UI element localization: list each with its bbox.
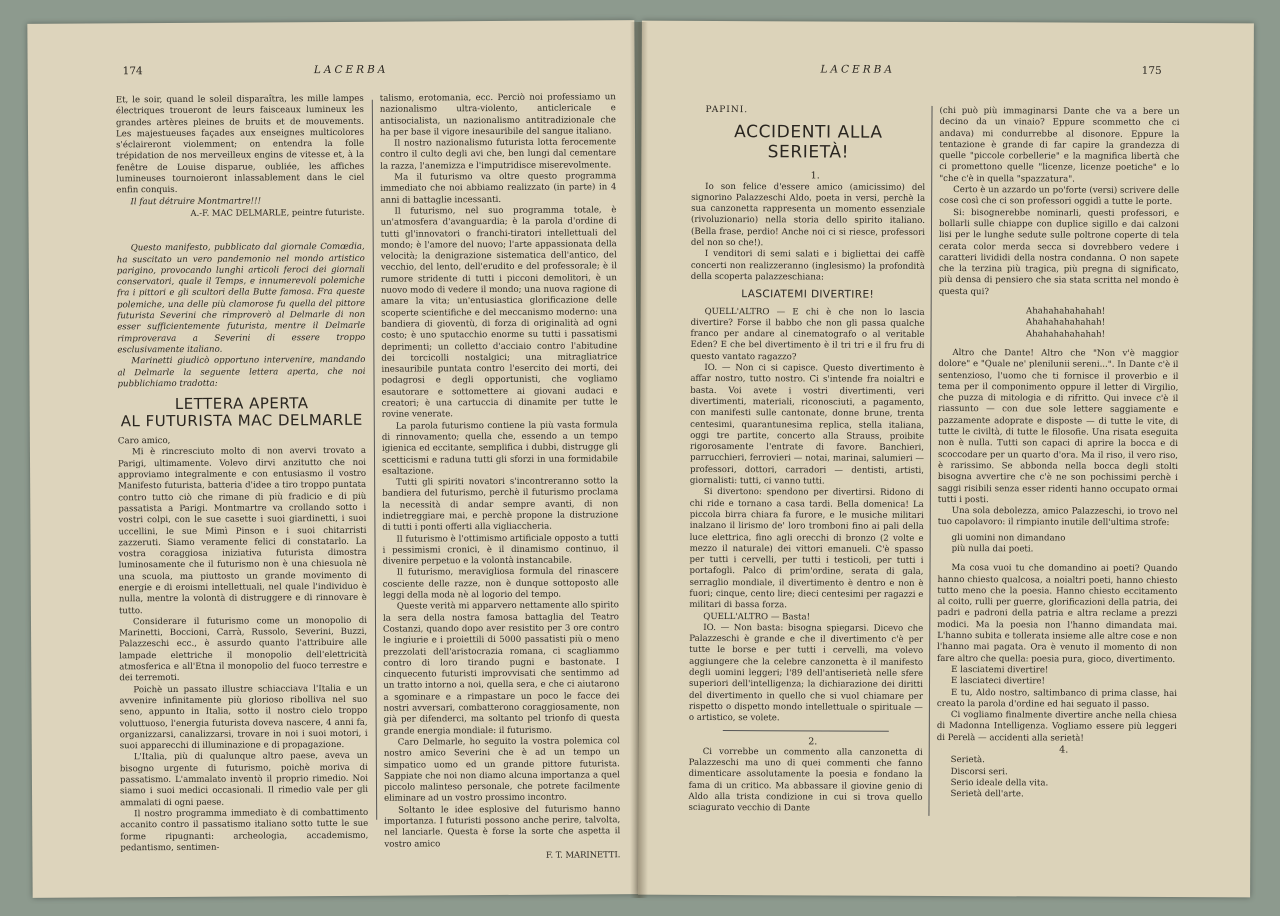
column-divider-left [372, 100, 377, 820]
paragraph: Mi è rincresciuto molto di non avervi trovato a Parigi, ultimamente. Volevo dirvi anzitutto che noi approviamo integralmente e con entusiasmo il vostro Manifesto futurista, batteria d'idee a tiro troppo puntata contro tutto ciò che rimane di più fradicio e di più passatista a Parigi. Montmartre va crollando sotto i vostri colpi, con le sue casette i suoi giardinetti, i suoi uccellini, le sue Mimì Pinson e i suoi chitarristi zazzeruti. Siamo veramente felici di constatarlo. La vostra coraggiosa iniziativa futurista dimostra luminosamente che il futurismo non è una chiesuola nè una scuola, ma piuttosto un grande movimento di energie e di eroismi intellettuali, nel quale l'individuo è nulla, mentre la volontà di distruggere e di rinnovare è tutto. [117, 446, 367, 616]
article-title: ACCIDENTI ALLA SERIETÀ! [734, 122, 883, 163]
paragraph: Io son felice d'essere amico (amicissimo) del signorino Palazzeschi Aldo, poeta in versi, perchè la sua canzonetta rappresenta un momento essenziale (rivoluzionario) nella storia dello spirito italiano. (Bella frase, perdio! Anche noi ci si riesce, professori del non so che!). [690, 181, 926, 249]
laugh-line: Ahahahahahahah! [1025, 317, 1106, 329]
letter-title [118, 395, 366, 431]
paragraph: IO. — Non ci si capisce. Questo divertimento è affar nostro, tutto nostro. Ci s'intende fra noialtri e basta. Voi avete i vostri divertimenti, veri divertimenti, materiali, riconosciuti, a pagamento, con manifesti sulle cantonate, donne brune, trenta centesimi, quarantunesima replica, stella italiana, oggi tre partite, concerto alla Strauss, proibite rigorosamente l'entrate di favore. Banchieri, parrucchieri, ferrovieri — notai, marinai, salumieri — professori, dottori, carradori — dentisti, artisti, giornalisti: tutti, ci vanno tutti. [689, 362, 925, 487]
right-column-2 [936, 106, 1179, 897]
right-page [638, 21, 1254, 898]
paragraph: Poichè un passato illustre schiacciava l'Italia e un avvenire infinitamente più glorioso ribolliva nel suo seno, appunto in Italia, sotto il nostro cielo troppo voluttuoso, l'energia futurista doveva nascere, 4 anni fa, organizzarsi, canalizzarsi, trovare in noi i suoi motori, i suoi apparecchi di illuminazione e di propagazione. [119, 683, 368, 752]
journal-title-left: LACERBA [313, 63, 389, 77]
paragraph: Et, le soir, quand le soleil disparaîtra, les mille lampes électriques troueront de leurs faisceaux lumineux les grandes artères pleines de bruits et de mouvements. Les majestueuses façades aux enseignes multicolores s'éclaireront violemment; on entendra la folle trépidation de nos merveilleux engins de vitesse et, à la fenêtre de Louise disparue, oubliée, les affiches lumineuses tournoieront inlassablement dans le ciel enfin conquis. [115, 93, 365, 196]
letter-title-line-2: AL FUTURISTA MAC DELMARLE [120, 410, 363, 431]
paragraph: Queste verità mi apparvero nettamente allo spirito la sera della nostra famosa battaglia del Teatro Costanzi, quando dopo aver resistito per 3 ore contro le ingiurie e i proiettili di 5000 passatisti più o meno prezzolati dell'aristocrazia romana, ci scagliammo contro di loro tirando pugni e bastonate. I cinquecento futuristi improvvisati che sentimmo ad un tratto intorno a noi, quella sera, e che ci aiutarono a sgominare e a rimpastare un poco le facce dei nostri avversari, combatterono coraggiosamente, non già per difenderci, ma soltanto pel trionfo di questa grande energia mondiale: il futurismo. [382, 600, 620, 737]
section-number-2: 2. [808, 735, 818, 747]
laugh-line: Ahahahahahahah! [1026, 306, 1106, 317]
column-divider-right [928, 106, 932, 816]
paragraph: F. T. MARINETTI. [545, 849, 621, 860]
journal-title-right: LACERBA [820, 63, 895, 76]
editorial-note [117, 242, 366, 390]
right-column-1 [688, 105, 925, 896]
paragraph: QUELL'ALTRO — Basta! [703, 611, 811, 622]
paragraph: IO. — Non basta: bisogna spiegarsi. Dicevo che Palazzeschi è grande e che il divertimento c'è per tutte le borse e per tutti i cervelli, ma volevo aggiungere che la celebre canzonetta è il manifesto degli uomini leggeri; l'89 dell'antiserietà nelle sfere superiori dell'intelligenza; la dichiarazione dei diritti del divertimento in quello che si vuol chiamare per rispetto o dispetto mondo intellettuale o spirituale — o artistico, se volete. [688, 622, 924, 724]
paragraph: A.-F. MAC DELMARLE, peintre futuriste. [190, 206, 365, 218]
running-head-left [28, 62, 635, 80]
page-number-right: 175 [1141, 64, 1162, 77]
paragraph: Una sola debolezza, amico Palazzeschi, io trovo nel tuo capolavoro: il rimpianto inutile dell'ultima strofe: [937, 506, 1178, 529]
paragraph: Si divertono: spendono per divertirsi. Ridono di chi ride e tornano a casa tardi. Bella domenica! La piccola birra chiara fa furore, e le musiche militari inalzano il lirismo de' loro tromboni fino ai pali della luce elettrica, fino agli orecchi di bronzo (2 volte e mezzo il naturale) dei vittori emanueli. C'è spasso per tutti i cervelli, per tutti i testicoli, per tutti i portafogli. Palco di prim'ordine, serata di gala, serraglio mondiale, il divertimento è dentro e non è fuori; cinque, cento lire; dieci centesimi per ragazzi e militari di bassa forza. [689, 487, 924, 611]
paragraph: Certo è un azzardo un po'forte (versi) scrivere delle cose così che ci son professori oggidì a tutte le porte. [939, 185, 1180, 208]
paragraph: Altro che Dante! Altro che "Non v'è maggior dolore" e "Quale ne' plenilunii sereni...". In Dante c'è il sentenzioso, l'uomo che ti fornisce il proverbio e il tema per il componimento oppure il letter di Virgilio, che puzza di mitologia e di rifritto. Qui invece c'è il riassunto — con due sole lettere saggiamente e pazzamente adoprate e disposte — di tutte le vite, di tutte le civiltà, di tutte le filosofie. Una risata eseguita non è nulla. Tutti son capaci di aprire la bocca e di scoccodare per un quarto d'ora. Ma il riso, il vero riso, è rarissimo. Se abbonda nella bocca degli stolti bisogna avvertire che c'è ne son pochissimi perchè i saggi risibili senza esser ridenti hanno occupato ormai tutti i posti. [937, 347, 1179, 505]
paragraph: Ma il futurismo va oltre questo programma immediato che noi abbiamo realizzato (in parte) in 4 anni di battaglie incessanti. [380, 171, 617, 206]
paragraph: talismo, erotomania, ecc. Perciò noi professiamo un nazionalismo ultra-violento, anticlericale e antisocialista, un nazionalismo antitradizionale che ha per base il vigore inesauribile del sangue italiano. [379, 92, 616, 138]
paragraph: I venditori di semi salati e i bigliettai dei caffè concerti non realizzeranno (inglesismo) la profondità della scoperta palazzeschiana: [690, 249, 925, 283]
paragraph: Tutti gli spiriti novatori s'incontreranno sotto la bandiera del futurismo, perchè il futurismo proclama la necessità di andar sempre avanti, di non indietreggiare mai, e perchè propone la distruzione di tutti i ponti offerti alla vigliaccheria. [382, 476, 619, 533]
quoted-strophe [938, 533, 1178, 557]
article-author: PAPINI. [705, 104, 749, 116]
left-page [27, 20, 639, 898]
paragraph: Il faut détruire Montmartre!!! [130, 196, 262, 207]
paragraph: Ci vogliamo finalmente divertire anche nella chiesa di Madonna Intelligenza. Vogliamo essere più leggeri di Perelà — accidenti alla serietà! [936, 710, 1177, 744]
poem-line: più nulla dai poeti. [951, 544, 1034, 555]
letter-title-line-1: LETTERA APERTA [174, 394, 309, 414]
paragraph: Il futurismo, meravigliosa formula del rinascere cosciente delle razze, non è dunque sottoposto alle leggi della moda nè al logorio del tempo. [382, 566, 619, 601]
running-head-right [642, 63, 1254, 80]
paragraph: Marinetti giudicò opportuno intervenire, mandando al Delmarle la seguente lettera aperta, che noi pubblichiamo tradotta: [117, 355, 366, 390]
subtitle-lasciatemi: LASCIATEMI DIVERTIRE! [741, 288, 875, 301]
paragraph: Il futurismo, nel suo programma totale, è un'atmosfera d'avanguardia; è la parola d'ordine di tutti gl'innovatori o franchi-tiratori intellettuali del mondo; è l'amore del nuovo; l'arte appassionata della velocità; la denigrazione sistematica dell'antico, del vecchio, del lento, dell'erudito e del professorale; è il rumore stridente di tutti i picconi demolitori, è un nuovo modo di vedere il mondo; una nuova ragione di amare la vita; un'entusiastica glorificazione delle scoperte scientifiche e del meccanismo moderno: una bandiera di gioventù, di forza di originalità ad ogni costo; è uno sputacchio enorme su tutti i passatismi deprimenti; un colletto d'acciaio contro l'abitudine dei torcicolli nostalgici; una mitragliatrice inesauribile puntata contro l'esercito dei morti, dei podagrosi e degli opportunisti, che vogliamo esautorare e sottomettere ai giovani audaci e creatori; è una cartuccia di dinamite per tutte le rovine venerate. [380, 205, 618, 421]
paragraph: Considerare il futurismo come un monopolio di Marinetti, Boccioni, Carrà, Russolo, Severini, Buzzi, Palazzeschi ecc., è assurdo quanto l'attribuire alle lampade elettriche il monopolio dell'elettricità atmosferica e all'Etna il monopolio del fuoco terrestre e dei terremoti. [119, 615, 368, 684]
left-column-1 [116, 94, 369, 866]
paragraph: Ma cosa vuoi tu che domandino ai poeti? Quando hanno chiesto qualcosa, a noialtri poeti, hanno chiesto tutto meno che la poesia. Hanno chiesto eccitamento al coito, rulli per guerre, glorificazioni della patria, dei padri e padroni della patria e altra reclame a prezzi modici. Ma la poesia non l'hanno dimandata mai. L'hanno subita e tollerata insieme alle altre cose e non l'hanno mai pagata. Ora è venuto il momento di non fare altro che quella: poesia pura, gioco, divertimento. [937, 563, 1178, 665]
section-number-4: 4. [1059, 744, 1069, 756]
section-3-text [937, 563, 1178, 745]
paragraph: Il nostro programma immediato è di combattimento accanito contro il passatismo italiano sotto tutte le sue forme ripugnanti: archeologia, accademismo, pedantismo, sentimen- [120, 807, 369, 854]
paragraph: Si: bisognerebbe nominarli, questi professori, e bollarli sulle chiappe con duplice sigillo e dai calzoni lisi per le lunghe sedute sulle poltrone coperte di tela cerata color merda secca si dovrebbero vedere i caratteri livididi della nostra condanna. O non sapete che la terzina più tragica, più pregna di significato, più densa di pensiero che sia stata scritta nel mondo è questa qui? [938, 207, 1180, 297]
paragraph: Questo manifesto, pubblicato dal giornale Comœdia, ha suscitato un vero pandemonio nel mondo artistico parigino, provocando lunghi articoli feroci dei giornali conservatori, quale il Temps, e innumerevoli polemiche fra i pittori e gli scultori della Butte famosa. Fra queste polemiche, una delle più clamorose fu quella del pittore futurista Severini che rimproverò al Delmarle di non esser sufficientemente futurista, mentre il Delmarle rimproverava a Severini di essere troppo esclusivamente italiano. [116, 242, 366, 356]
paragraph: Il nostro nazionalismo futurista lotta ferocemente contro il culto degli avi che, ben lungi dal cementare la razza, l'anemizza e l'imputridisce miserevolmente. [380, 137, 617, 172]
paragraph: (chi può più immaginarsi Dante che va a bere un decino da un vinaio? Eppure scommetto che ci andava) mi condurrebbe al disonore. Eppure la tentazione è grande di far capire la grandezza di quelle "piccole corbellerie" e la magnifica libertà che ci promettono quelle "licenze, licenze poetiche" e lo "che c'è in quella "spazzatura". [939, 105, 1180, 185]
paragraph: E tu, Aldo nostro, saltimbanco di prima classe, hai creato la parola d'ordine ed hai seguato il passo. [936, 687, 1178, 710]
paragraph: Il futurismo è l'ottimismo artificiale opposto a tutti i pessimismi cronici, è il dinamismo continuo, il divenire perpetuo e la volontà instancabile. [382, 532, 619, 567]
section-2-continued [939, 106, 1180, 299]
laugh-line: Ahahahahahahah! [1025, 328, 1106, 340]
manifesto-ending [116, 94, 365, 220]
seriousness-list [937, 755, 1177, 801]
page-number-left: 174 [122, 65, 143, 78]
poem-line: Discorsi seri. [950, 766, 1008, 777]
paragraph: Caro amico, [117, 436, 171, 447]
paragraph: E lasciatemi divertire! [951, 664, 1049, 676]
left-column-2 [380, 92, 621, 863]
section-divider [723, 730, 889, 732]
paragraph: QUELL'ALTRO — E chi è che non lo lascia divertire? Forse il babbo che non gli passa qualche franco per andare al cinematografo o al veritable Eden? E che bel divertimento è il tri tri e il fru fru di questo vantato ragazzo? [690, 306, 925, 363]
section-1-intro [691, 181, 925, 284]
poem-line: Serietà dell'arte. [950, 789, 1024, 800]
poem-line: Serio ideale della vita. [950, 777, 1049, 789]
dante-comparison [938, 348, 1179, 530]
section-number-1: 1. [810, 170, 820, 182]
paragraph: Soltanto le idee esplosive del futurismo hanno importanza. I futuristi possono anche perire, talvolta, nel lanciarle. Questa è forse la sorte che aspetta il vostro amico [384, 803, 621, 850]
paragraph: E lasciateci divertire! [951, 676, 1046, 687]
paragraph: La parola futurismo contiene la più vasta formula di rinnovamento; quella che, essendo a un tempo igienica ed eccitante, semplifica i dubbi, distrugge gli scetticismi e raduna tutti gli sforzi in una formidabile esaltazione. [381, 419, 619, 477]
paragraph: L'Italia, più di qualunque altro paese, aveva un bisogno urgente di futurismo, poichè moriva di passatismo. L'ammalato inventò il proprio rimedio. Noi siamo i suoi medici occasionali. Il rimedio vale per gli ammalati di ogni paese. [119, 751, 369, 808]
poem-line: gli uomini non dimandano [951, 532, 1066, 544]
section-2-text [688, 747, 922, 816]
laughter-tercet [939, 306, 1179, 341]
poem-line: Serietà. [950, 755, 985, 766]
paragraph: Caro Delmarle, ho seguito la vostra polemica col nostro amico Severini che è ad un tempo un simpatico uomo ed un grande pittore futurista. Sappiate che noi non diamo alcuna importanza a quel piccolo malinteso personale, che potrete facilmente eliminare ad un vostro prossimo incontro. [383, 736, 621, 805]
paragraph: Ci vorrebbe un commento alla canzonetta di Palazzeschi ma uno di quei commenti che fanno dimenticare assolutamente la poesia e fondano la fama di un critico. Ma abbassare il giovine genio di Aldo alla trista condizione in cui si trova quello sciagurato vecchio di Dante [688, 746, 923, 814]
letter-body [118, 435, 369, 854]
section-1-dialogue [689, 306, 925, 725]
